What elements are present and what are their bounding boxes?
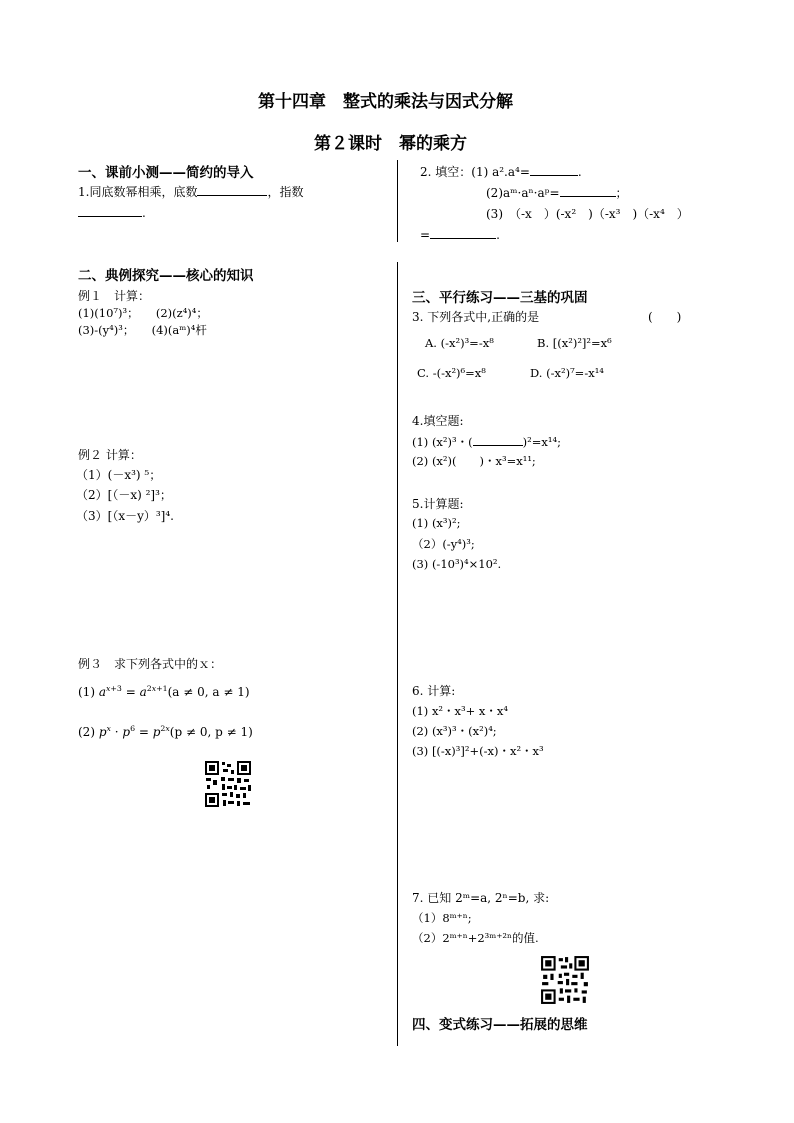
q5-line2: （2）(-y⁴)³; <box>412 537 475 551</box>
q2-blank-2[interactable] <box>560 184 616 197</box>
example-1-title: 例１ 计算： <box>78 289 151 303</box>
q1-text-line2 <box>78 204 146 220</box>
example-2-item3: （3）[（x－y）³]⁴. <box>76 509 174 523</box>
q2-line4-end: . <box>496 228 500 242</box>
example-3-item1-cond: (a ≠ 0, a ≠ 1) <box>167 685 250 699</box>
q2-line1-end: . <box>577 165 582 179</box>
section-2-heading: 二、典例探究——核心的知识 <box>78 268 254 284</box>
q6-line3: (3) [(-x)³]²+(-x)・x²・x³ <box>412 744 544 758</box>
q7-line1: （1）8ᵐ⁺ⁿ; <box>412 911 472 925</box>
q1-text-b: ，指数 <box>267 185 304 199</box>
q2-line1-text: 2. 填空：(1) a².a⁴= <box>420 165 530 179</box>
q1-blank-exponent[interactable] <box>78 204 142 217</box>
divider-top <box>397 160 398 242</box>
q5-line3: (3) (-10³)⁴×10². <box>412 557 502 571</box>
example-2-item2: （2）[（－x) ²]³； <box>76 488 172 502</box>
chapter-title: 第十四章 整式的乘法与因式分解 <box>258 92 513 112</box>
example-3-item1-num: (1) <box>78 685 95 699</box>
q4-title: 4.填空题: <box>412 414 464 428</box>
q3-option-b: B. [(x²)²]²=x⁶ <box>537 336 612 350</box>
divider-main <box>397 262 398 1046</box>
q5-line1: (1) (x³)²; <box>412 516 461 530</box>
example-1-line2: (3)-(y⁴)³； (4)(aᵐ)⁴杆 <box>78 323 207 337</box>
q2-line2-text: (2)aᵐ·aⁿ·aᵖ= <box>486 186 560 200</box>
lesson-title: 第２课时 幂的乘方 <box>314 134 467 154</box>
q2-line4 <box>420 226 500 242</box>
q2-line2-end: ； <box>615 186 628 200</box>
example-3-title: 例３ 求下列各式中的ｘ： <box>78 657 223 671</box>
example-3-item1: (1) $a^{x+3} = a^{2x+1}(a \ne 0$, a ≠ 1) <box>78 684 250 699</box>
q4-line1-b: )²=x¹⁴; <box>522 435 561 449</box>
example-3-item2: (2) $p^x \cdot p^6 = p^{2x}(p \ne 0$, p ≠ 1) <box>78 724 253 739</box>
q1-blank-base[interactable] <box>197 183 267 196</box>
section-1-heading: 一、课前小测——简约的导入 <box>78 165 254 181</box>
q2-line2 <box>486 184 628 201</box>
example-1-line1: (1)(10⁷)³； (2)(z⁴)⁴； <box>78 306 208 320</box>
q2-blank-1[interactable] <box>530 163 578 176</box>
q2-line4-start: = <box>420 228 431 242</box>
q3-answer-paren[interactable]: ( ) <box>648 310 682 324</box>
q6-title: 6. 计算: <box>412 684 456 698</box>
example-2-item1: （1）(－x³) ⁵； <box>76 468 162 482</box>
example-3-item2-num: (2) <box>78 725 95 739</box>
q2-line3: (3) （-x ）(-x² )（-x³ )（-x⁴ ） <box>486 207 689 221</box>
example-2-title: 例２ 计算： <box>78 448 142 462</box>
section-4-heading: 四、变式练习——拓展的思维 <box>412 1017 588 1033</box>
q4-line2: (2) (x²)( )・x³=x¹¹; <box>412 454 536 468</box>
q3-option-c: C. -(-x²)⁶=x⁸ <box>417 366 486 380</box>
q2-line1 <box>420 163 582 180</box>
q1-text <box>78 183 303 200</box>
example-3-item2-cond: (p ≠ 0, p ≠ 1) <box>169 725 253 739</box>
q7-title: 7. 已知 2ᵐ=a, 2ⁿ=b, 求: <box>412 891 550 905</box>
qr-code-icon <box>540 955 590 1005</box>
q3-option-a: A. (-x²)³=-x⁸ <box>425 336 494 350</box>
q7-line2: （2）2ᵐ⁺ⁿ+2³ᵐ⁺²ⁿ的值. <box>412 931 539 945</box>
q4-blank[interactable] <box>473 433 523 446</box>
section-3-heading: 三、平行练习——三基的巩固 <box>412 290 588 306</box>
qr-code-icon <box>204 760 252 808</box>
q3-title: 3. 下列各式中,正确的是 <box>412 310 540 324</box>
q6-line2: (2) (x³)³・(x²)⁴; <box>412 724 497 738</box>
q2-blank-3[interactable] <box>430 226 496 239</box>
q1-end: . <box>142 206 146 220</box>
q4-line1-a: (1) (x²)³・( <box>412 435 473 449</box>
q6-line1: (1) x²・x³+ x・x⁴ <box>412 704 509 718</box>
q3-option-d: D. (-x²)⁷=-x¹⁴ <box>530 366 604 380</box>
q1-text-a: 1.同底数幂相乘，底数 <box>78 185 198 199</box>
q4-line1 <box>412 433 561 450</box>
q5-title: 5.计算题: <box>412 497 464 511</box>
